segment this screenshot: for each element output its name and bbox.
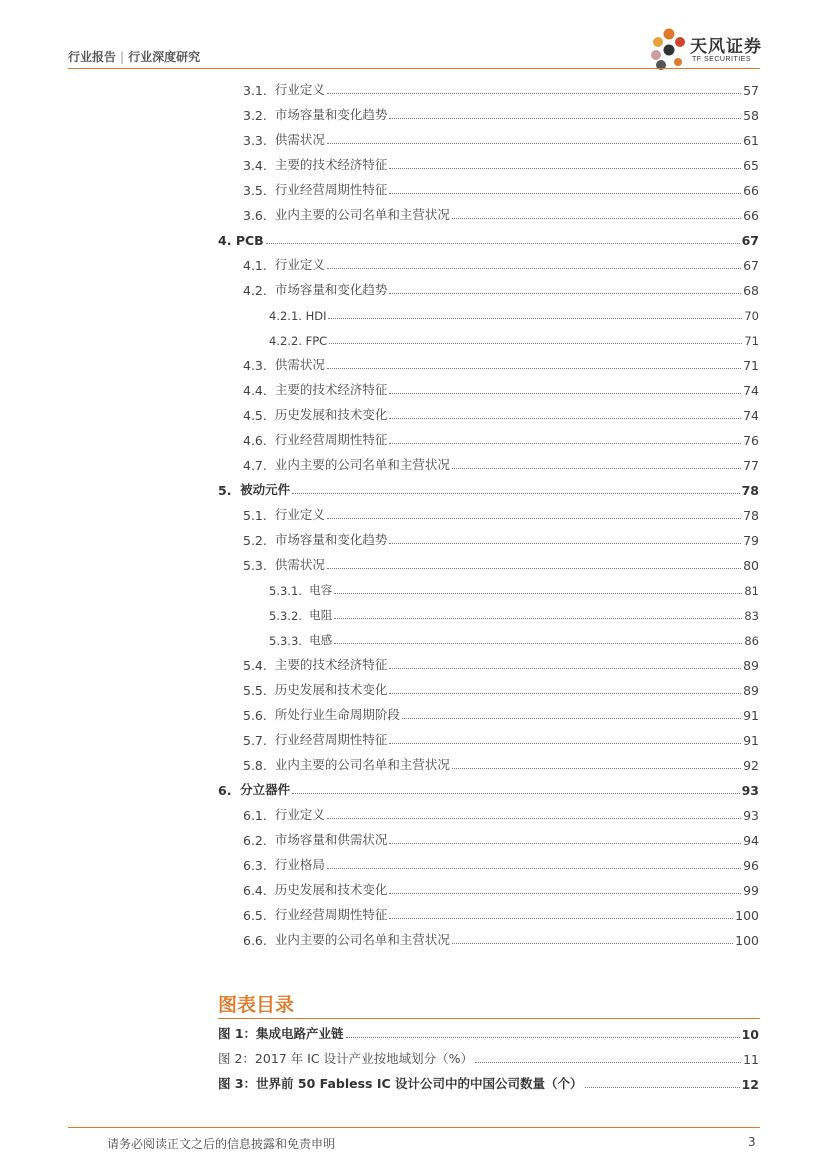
toc-entry-number: 4.7. [243,458,275,473]
toc-entry-number: 6.2. [243,833,275,848]
toc-entry-number: 4.4. [243,383,275,398]
toc-entry-page: 66 [743,183,759,198]
toc-entry-page: 65 [743,158,759,173]
toc-entry-page: 83 [744,609,759,623]
toc-entry-page: 89 [743,683,759,698]
toc-entry-title: 被动元件 [240,482,291,497]
toc-entry-page: 93 [741,783,759,798]
toc-entry-number: 4.6. [243,433,275,448]
toc-entry-page: 71 [744,334,759,348]
company-logo [648,26,768,72]
toc-entry-title: 电容 [309,583,333,597]
figure-entry-page: 10 [741,1027,759,1042]
toc-dot-leader [334,618,742,619]
toc-entry-title: 所处行业生命周期阶段 [274,707,400,722]
toc-dot-leader [292,793,739,794]
toc-dot-leader [327,368,741,369]
toc-entry-title: 主要的技术经济特征 [274,157,388,172]
toc-entry-title: 主要的技术经济特征 [274,382,388,397]
figure-dot-leader [585,1087,740,1088]
toc-entry-page: 70 [744,309,759,323]
footer-disclaimer: 请务必阅读正文之后的信息披露和免责申明 [107,1137,336,1151]
toc-dot-leader [452,468,741,469]
toc-entry-title: PCB [235,233,264,248]
flower-logo-icon [648,26,690,72]
toc-entry[interactable] [218,480,759,498]
report-category [68,48,200,65]
toc-entry-number: 5.3.3. [269,634,310,648]
toc-entry-number: 6. [218,783,241,798]
page-number: 3 [748,1135,756,1149]
toc-entry[interactable] [269,580,759,598]
toc-dot-leader [327,268,741,269]
toc-entry-title: 分立器件 [240,782,291,797]
toc-entry-title: 市场容量和供需状况 [274,832,388,847]
toc-entry[interactable] [243,830,759,848]
toc-entry[interactable] [243,855,759,873]
toc-entry-number: 3.2. [243,108,275,123]
toc-dot-leader [389,693,741,694]
toc-entry-number: 4.2. [243,283,275,298]
toc-dot-leader [452,218,741,219]
figure-entry-title: 图 1：集成电路产业链 [218,1026,344,1041]
toc-entry-page: 67 [743,258,759,273]
toc-entry-page: 74 [743,408,759,423]
toc-entry-number: 4. [218,233,236,248]
toc-dot-leader [334,643,742,644]
toc-entry-page: 79 [743,533,759,548]
toc-entry-title: 行业经营周期性特征 [274,432,388,447]
toc-entry-title: 历史发展和技术变化 [274,682,388,697]
toc-dot-leader [389,393,741,394]
toc-entry-title: 市场容量和变化趋势 [274,107,388,122]
toc-dot-leader [389,893,741,894]
figure-entry[interactable] [218,1074,759,1092]
toc-entry[interactable] [243,755,759,773]
toc-entry-page: 92 [743,758,759,773]
toc-entry[interactable] [243,555,759,573]
toc-dot-leader [389,118,741,119]
toc-entry[interactable] [243,355,759,373]
toc-entry-page: 80 [743,558,759,573]
toc-dot-leader [389,443,741,444]
toc-entry-title: 主要的技术经济特征 [274,657,388,672]
toc-dot-leader [389,193,741,194]
toc-entry-number: 5.2. [243,533,275,548]
toc-entry[interactable] [243,205,759,223]
toc-entry-page: 91 [743,733,759,748]
toc-entry[interactable] [243,105,759,123]
toc-dot-leader [328,318,742,319]
toc-entry-page: 93 [743,808,759,823]
header-separator: | [120,50,125,64]
toc-entry-number: 6.5. [243,908,275,923]
toc-dot-leader [329,343,742,344]
toc-entry[interactable] [243,930,759,948]
toc-entry-number: 5.1. [243,508,275,523]
figures-heading: 图表目录 [218,994,295,1016]
toc-entry-page: 96 [743,858,759,873]
figure-entry-title: 图 2：2017 年 IC 设计产业按地域划分（%） [218,1051,473,1066]
toc-entry-number: 4.3. [243,358,275,373]
toc-dot-leader [389,418,741,419]
footer-divider [68,1127,760,1128]
toc-entry-page: 89 [743,658,759,673]
toc-dot-leader [389,843,741,844]
toc-entry-page: 94 [743,833,759,848]
toc-entry-number: 3.6. [243,208,275,223]
toc-entry-number: 4.2.1. [269,309,306,323]
figure-dot-leader [346,1037,740,1038]
toc-entry-page: 77 [743,458,759,473]
toc-entry[interactable] [243,905,759,923]
toc-entry[interactable] [243,155,759,173]
toc-entry-title: HDI [305,309,327,323]
toc-entry[interactable] [243,280,759,298]
toc-entry-title: 历史发展和技术变化 [274,882,388,897]
toc-entry-number: 3.4. [243,158,275,173]
toc-entry-number: 6.6. [243,933,275,948]
toc-entry-number: 4.2.2. [269,334,306,348]
figure-entry-title: 图 3：世界前 50 Fabless IC 设计公司中的中国公司数量（个） [218,1076,583,1091]
toc-entry[interactable] [243,530,759,548]
toc-entry[interactable] [243,705,759,723]
toc-dot-leader [327,143,741,144]
toc-entry-number: 5. [218,483,241,498]
toc-entry-title: 电感 [309,633,333,647]
toc-entry[interactable] [243,180,759,198]
toc-dot-leader [327,868,741,869]
toc-dot-leader [292,493,739,494]
figures-divider [218,1018,760,1019]
toc-entry[interactable] [243,455,759,473]
toc-entry[interactable] [243,80,759,98]
toc-entry-title: 业内主要的公司名单和主营状况 [274,207,450,222]
toc-entry-number: 3.1. [243,83,275,98]
toc-dot-leader [266,243,740,244]
figure-entry[interactable] [218,1024,759,1042]
toc-entry[interactable] [243,505,759,523]
subcategory-label: 行业深度研究 [128,50,201,64]
header-divider [68,68,760,69]
toc-entry[interactable] [269,305,759,323]
toc-dot-leader [389,168,741,169]
toc-dot-leader [334,593,742,594]
toc-entry-number: 3.3. [243,133,275,148]
logo-chinese-name: 天风证券 [690,37,762,57]
toc-entry-page: 86 [744,634,759,648]
toc-entry-page: 71 [743,358,759,373]
toc-entry[interactable] [269,330,759,348]
toc-dot-leader [389,918,733,919]
toc-entry[interactable] [243,680,759,698]
toc-entry-title: 行业定义 [274,82,325,97]
toc-entry[interactable] [269,630,759,648]
toc-entry[interactable] [243,730,759,748]
toc-entry-title: 业内主要的公司名单和主营状况 [274,757,450,772]
logo-english-name: TF SECURITIES [692,56,752,63]
toc-entry-title: 供需状况 [274,357,325,372]
toc-entry-number: 4.1. [243,258,275,273]
toc-dot-leader [327,818,741,819]
toc-entry-title: FPC [305,334,328,348]
toc-entry[interactable] [243,255,759,273]
toc-entry-page: 99 [743,883,759,898]
toc-dot-leader [327,93,741,94]
toc-entry-title: 市场容量和变化趋势 [274,282,388,297]
toc-entry[interactable] [243,655,759,673]
toc-entry-number: 3.5. [243,183,275,198]
toc-entry[interactable] [243,430,759,448]
toc-entry-title: 行业经营周期性特征 [274,732,388,747]
toc-entry-page: 61 [743,133,759,148]
figure-entry-page: 11 [743,1052,759,1067]
toc-entry[interactable] [243,405,759,423]
toc-entry-number: 5.3.1. [269,584,310,598]
toc-entry-number: 5.3. [243,558,275,573]
toc-entry[interactable] [218,780,759,798]
figure-entry[interactable] [218,1049,759,1067]
toc-entry-number: 6.3. [243,858,275,873]
toc-entry[interactable] [218,230,759,248]
toc-entry-title: 行业经营周期性特征 [274,182,388,197]
figure-dot-leader [475,1062,741,1063]
toc-entry-title: 历史发展和技术变化 [274,407,388,422]
toc-dot-leader [327,518,741,519]
toc-entry-page: 76 [743,433,759,448]
toc-entry-number: 5.4. [243,658,275,673]
toc-entry-title: 供需状况 [274,132,325,147]
toc-entry-page: 68 [743,283,759,298]
toc-dot-leader [389,543,741,544]
toc-entry-page: 91 [743,708,759,723]
toc-entry-number: 6.4. [243,883,275,898]
toc-entry-title: 行业格局 [274,857,325,872]
toc-entry-page: 81 [744,584,759,598]
toc-entry[interactable] [269,605,759,623]
toc-entry-title: 行业定义 [274,257,325,272]
toc-entry-page: 78 [741,483,759,498]
toc-entry-page: 100 [735,933,759,948]
toc-dot-leader [402,718,741,719]
toc-entry-page: 67 [741,233,759,248]
toc-entry-page: 78 [743,508,759,523]
toc-entry-number: 5.5. [243,683,275,698]
toc-entry-page: 100 [735,908,759,923]
figure-entry-page: 12 [741,1077,759,1092]
toc-dot-leader [452,768,741,769]
toc-entry-title: 行业定义 [274,507,325,522]
toc-entry-number: 6.1. [243,808,275,823]
toc-entry[interactable] [243,380,759,398]
toc-dot-leader [327,568,741,569]
toc-dot-leader [389,743,741,744]
toc-dot-leader [389,293,741,294]
toc-entry-title: 业内主要的公司名单和主营状况 [274,932,450,947]
toc-entry-title: 行业经营周期性特征 [274,907,388,922]
toc-entry-title: 供需状况 [274,557,325,572]
toc-entry-number: 5.8. [243,758,275,773]
toc-entry[interactable] [243,130,759,148]
toc-entry-page: 57 [743,83,759,98]
toc-entry-number: 5.3.2. [269,609,310,623]
toc-entry-page: 74 [743,383,759,398]
toc-entry-number: 4.5. [243,408,275,423]
toc-entry-title: 行业定义 [274,807,325,822]
toc-dot-leader [452,943,733,944]
toc-entry-title: 电阻 [309,608,333,622]
toc-entry-title: 业内主要的公司名单和主营状况 [274,457,450,472]
toc-entry-page: 58 [743,108,759,123]
toc-entry-number: 5.6. [243,708,275,723]
category-label: 行业报告 [68,50,117,64]
toc-entry-page: 66 [743,208,759,223]
toc-entry[interactable] [243,880,759,898]
toc-dot-leader [389,668,741,669]
toc-entry-number: 5.7. [243,733,275,748]
toc-entry[interactable] [243,805,759,823]
toc-entry-title: 市场容量和变化趋势 [274,532,388,547]
